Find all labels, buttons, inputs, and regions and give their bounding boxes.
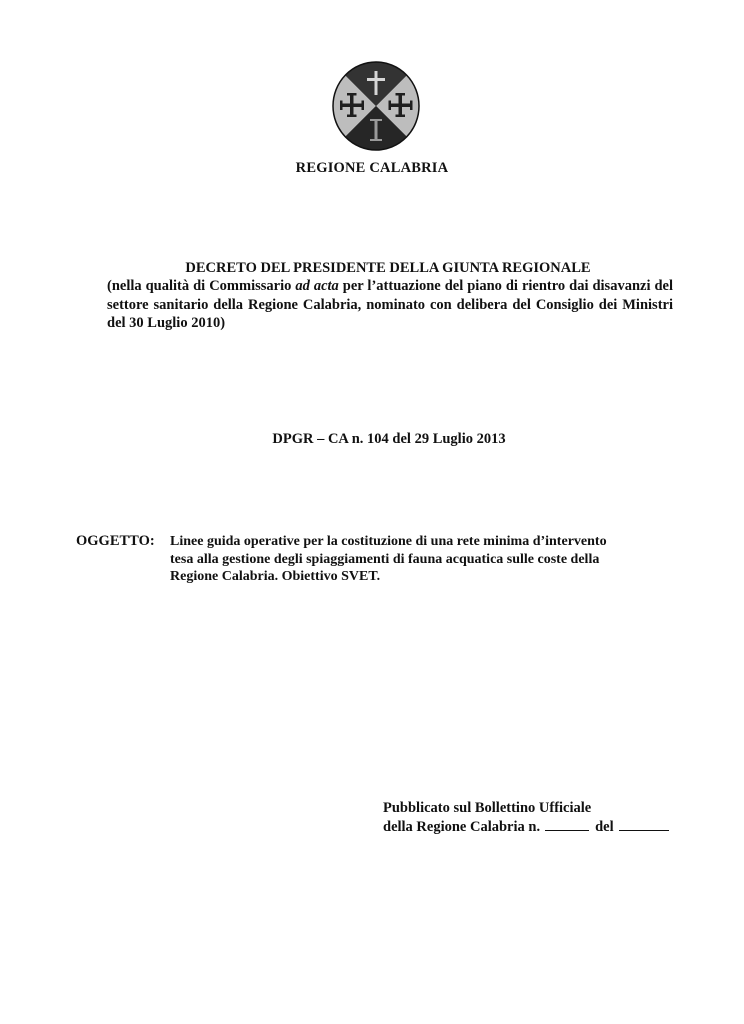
bulletin-number-blank: [545, 818, 589, 831]
subject-line: Linee guida operative per la costituzione di una rete minima d’intervento: [170, 534, 607, 549]
publication-note: Pubblicato sul Bollettino Ufficiale: [383, 800, 592, 816]
subject-line: Regione Calabria. Obiettivo SVET.: [170, 569, 381, 584]
subject-text: [170, 533, 640, 586]
decree-description-text-end: per l’attuazione del piano di rientro dai disavanzi del settore sanitario della Regione Calabria, nominato con delibera del Consiglio dei Ministri del 30 Luglio 2010): [107, 278, 673, 331]
publication-reference: [383, 818, 669, 836]
regione-calabria-emblem-icon: [331, 61, 421, 151]
subject-line: tesa alla gestione degli spiaggiamenti di fauna acquatica sulle coste della: [170, 551, 600, 567]
decree-description-italic: ad acta: [295, 278, 339, 294]
subject-label: OGGETTO:: [76, 533, 155, 549]
publication-region-label: della Regione Calabria n.: [383, 819, 541, 835]
decree-description-text: (nella qualità di Commissario: [107, 278, 296, 294]
publication-del-label: del: [595, 819, 614, 835]
decree-description: [107, 277, 673, 333]
decree-number: DPGR – CA n. 104 del 29 Luglio 2013: [272, 431, 506, 447]
bulletin-date-blank: [619, 818, 669, 831]
region-name-heading: REGIONE CALABRIA: [295, 160, 449, 176]
decree-heading: DECRETO DEL PRESIDENTE DELLA GIUNTA REGIONALE: [185, 260, 591, 276]
